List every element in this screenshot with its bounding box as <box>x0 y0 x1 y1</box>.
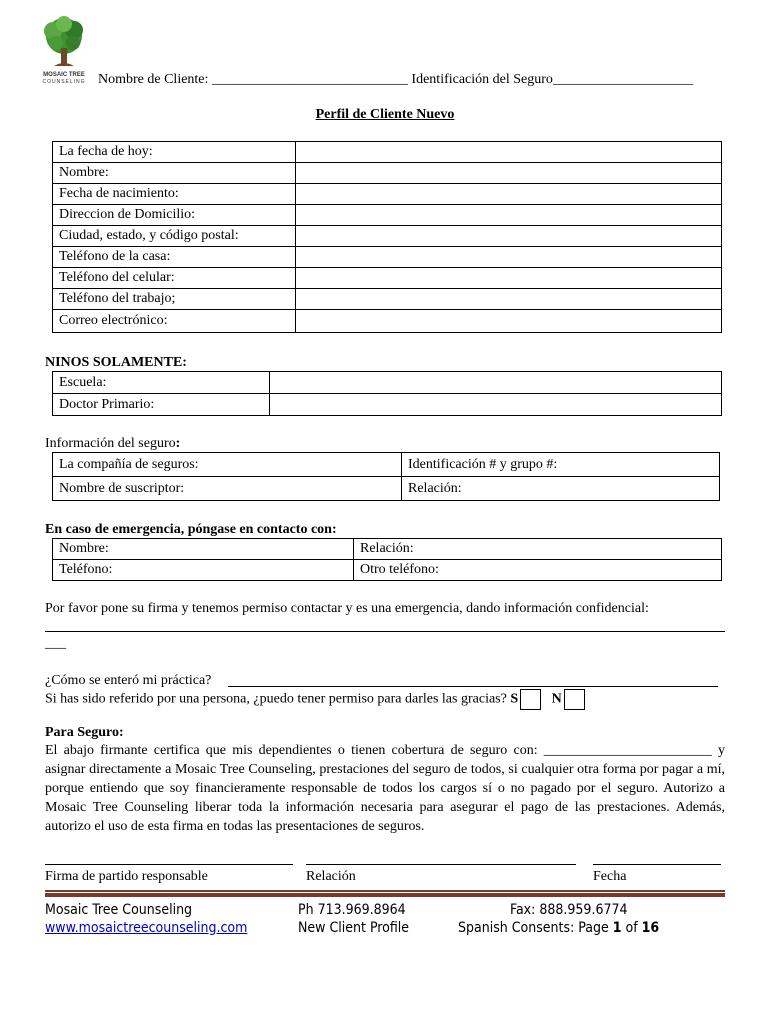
field-input[interactable] <box>296 226 722 247</box>
field-input[interactable] <box>296 142 722 163</box>
insurance-id-blank[interactable]: ____________________ <box>552 72 693 87</box>
emergency-phone-field[interactable]: Teléfono: <box>53 560 354 581</box>
permission-text: Por favor pone su firma y tenemos permiso contactar y es una emergencia, dando información confidencial: <box>45 601 649 616</box>
page-total: 16 <box>641 920 660 936</box>
insurance-section-heading: Para Seguro: <box>45 725 124 740</box>
field-input[interactable] <box>296 247 722 268</box>
field-input[interactable] <box>296 268 722 289</box>
footer-doc-name: New Client Profile <box>298 920 410 936</box>
no-checkbox[interactable] <box>564 689 585 710</box>
no-label: N <box>551 691 562 707</box>
client-info-table <box>52 141 722 333</box>
pages-of: of <box>625 920 638 936</box>
thanks-row <box>45 689 585 710</box>
emergency-other-phone-field[interactable]: Otro teléfono: <box>354 560 722 581</box>
permission-tail: ___ <box>45 636 66 651</box>
emergency-heading: En caso de emergencia, póngase en contacto con: <box>45 522 337 537</box>
relation-label: Relación <box>306 869 356 884</box>
signer-signature-line[interactable] <box>45 864 293 865</box>
referral-question: ¿Cómo se enteró mi práctica? <box>45 673 212 688</box>
insurance-heading-colon: : <box>175 436 181 451</box>
field-label: Teléfono del trabajo; <box>53 289 296 310</box>
subscriber-relation-field[interactable]: Relación: <box>402 477 720 501</box>
field-label: Ciudad, estado, y código postal: <box>53 226 296 247</box>
footer-org-name: Mosaic Tree Counseling <box>45 902 193 918</box>
insurance-paragraph: El abajo firmante certifica que mis dependientes o tienen cobertura de seguro con: ________________________ y asignar directamente a Mosaic Tree Counseling, prestaciones del seguro de todos, si cualquier otra forma por pagar a mí, porque entiendo que soy financieramente responsable de todos los cargos sí o no pagado por el seguro. Autorizo a Mosaic Tree Counseling liberar toda la información necesaria para asegurar el pago de las prestaciones. Además, autorizo el uso de esta firma en todas las presentaciones de seguros. <box>45 743 725 834</box>
client-name-blank[interactable]: ____________________________ <box>211 72 408 87</box>
field-input[interactable] <box>270 394 722 416</box>
date-label: Fecha <box>593 869 627 884</box>
footer-page-count <box>458 920 659 936</box>
field-label: Doctor Primario: <box>53 394 270 416</box>
insurance-id-group-field[interactable]: Identificación # y grupo #: <box>402 453 720 477</box>
thanks-question: Si has sido referido por una persona, ¿puedo tener permiso para darles las gracias? <box>45 691 507 707</box>
insurance-id-label: Identificación del Seguro <box>411 72 553 87</box>
footer-divider-thick <box>45 893 725 897</box>
field-input[interactable] <box>296 310 722 333</box>
field-label: Teléfono de la casa: <box>53 247 296 268</box>
emergency-name-field[interactable]: Nombre: <box>53 539 354 560</box>
insurance-company-field[interactable]: La compañía de seguros: <box>53 453 402 477</box>
yes-label: S <box>510 691 519 707</box>
footer-phone: Ph 713.969.8964 <box>298 902 406 918</box>
footer-divider <box>45 890 725 892</box>
insurance-heading-text: Información del seguro <box>45 436 176 451</box>
logo-text: MOSAIC TREE <box>43 72 85 78</box>
field-input[interactable] <box>270 372 722 394</box>
footer-website-link[interactable]: www.mosaictreecounseling.com <box>45 920 248 936</box>
permission-signature-line[interactable] <box>45 631 725 632</box>
header-line <box>98 72 693 88</box>
field-label: Nombre: <box>53 163 296 184</box>
pages-prefix: Spanish Consents: Page <box>458 920 609 936</box>
field-input[interactable] <box>296 184 722 205</box>
insurance-heading <box>45 436 180 452</box>
yes-checkbox[interactable] <box>520 689 541 710</box>
date-signature-line[interactable] <box>593 864 721 865</box>
logo-subtext: COUNSELING <box>42 79 86 85</box>
field-input[interactable] <box>296 163 722 184</box>
signer-label: Firma de partido responsable <box>45 869 208 884</box>
client-name-label: Nombre de Cliente: <box>98 72 209 87</box>
footer-fax: Fax: 888.959.6774 <box>510 902 628 918</box>
field-input[interactable] <box>296 205 722 226</box>
field-label: Escuela: <box>53 372 270 394</box>
emergency-relation-field[interactable]: Relación: <box>354 539 722 560</box>
mosaic-tree-logo <box>34 14 94 86</box>
insurance-table <box>52 452 720 501</box>
page-current: 1 <box>612 920 622 936</box>
children-table <box>52 371 722 416</box>
field-label: Direccion de Domicilio: <box>53 205 296 226</box>
relation-signature-line[interactable] <box>306 864 576 865</box>
page-title: Perfil de Cliente Nuevo <box>315 107 455 122</box>
subscriber-name-field[interactable]: Nombre de suscriptor: <box>53 477 402 501</box>
footer-website-wrap <box>45 920 247 936</box>
field-label: La fecha de hoy: <box>53 142 296 163</box>
children-heading: NINOS SOLAMENTE: <box>45 355 187 370</box>
emergency-table <box>52 538 722 581</box>
field-label: Teléfono del celular: <box>53 268 296 289</box>
referral-answer-line[interactable] <box>228 686 718 687</box>
field-label: Correo electrónico: <box>53 310 296 333</box>
field-input[interactable] <box>296 289 722 310</box>
field-label: Fecha de nacimiento: <box>53 184 296 205</box>
